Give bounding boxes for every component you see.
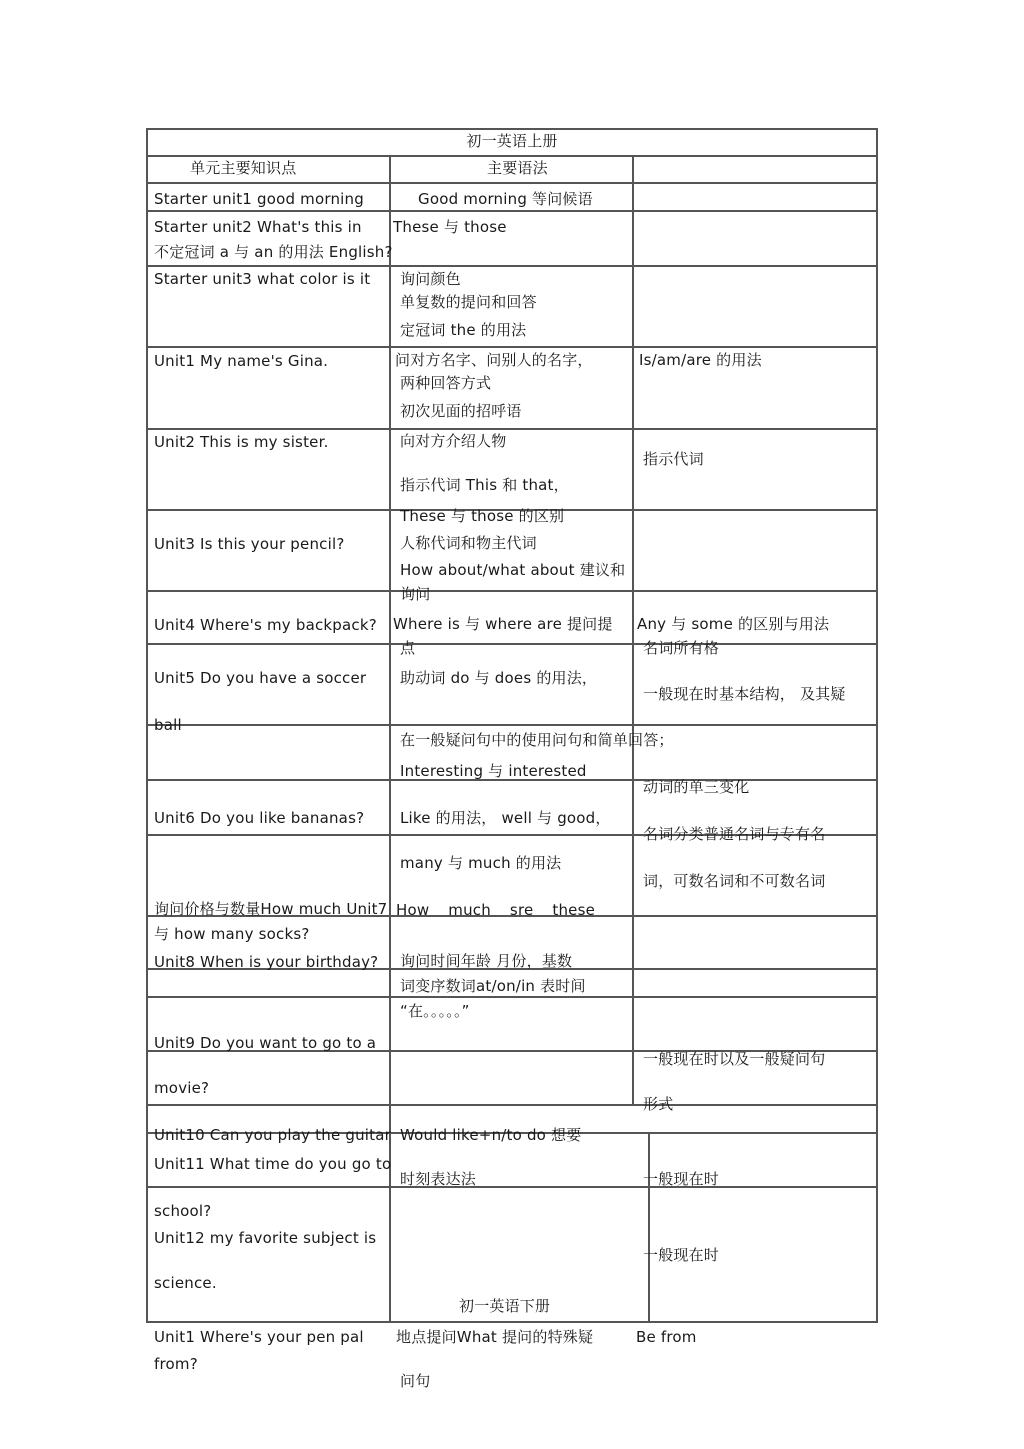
cell-text: school? [154,1202,212,1220]
cell-text: 与 how many socks? [154,925,310,943]
cell-text: many 与 much 的用法 [400,854,562,872]
cell-text: 词，可数名词和不可数名词 [643,872,826,890]
cell-text: Unit4 Where's my backpack? [154,616,377,634]
cell-text: Unit11 What time do you go to [154,1155,392,1173]
cell-text: 词变序数词at/on/in 表时间 [400,977,586,995]
cell-text: 初次见面的招呼语 [400,402,522,420]
cell-text: Unit5 Do you have a soccer [154,669,367,687]
cell-text: Interesting 与 interested [400,762,587,780]
cell-text: Like 的用法， well 与 good， [400,809,611,827]
cell-text: 形式 [643,1095,674,1113]
cell-text: 一般现在时基本结构， 及其疑 [643,685,846,703]
cell-text: from? [154,1355,198,1373]
rule [146,996,878,998]
cell-text: 一般现在时 [643,1170,720,1188]
cell-text: 定冠词 the 的用法 [400,321,527,339]
rule [389,155,391,1323]
rule [146,128,878,130]
cell-text: Unit3 Is this your pencil? [154,535,345,553]
rule [146,1104,878,1106]
cell-text: 指示代词 [643,450,704,468]
cell-text: These 与 those [393,218,507,236]
cell-text: These 与 those 的区别 [400,507,565,525]
cell-text: Starter unit1 good morning [154,190,364,208]
cell-text: 名词所有格 [643,639,720,657]
rule [648,1132,650,1323]
cell-text: 指示代词 This 和 that， [400,476,569,494]
cell-text: 问对方名字、问别人的名字， [395,351,593,369]
rule [146,155,878,157]
cell-text: Unit12 my favorite subject is [154,1229,377,1247]
cell-text: Would like+n/to do 想要 [400,1126,582,1144]
rule [146,182,878,184]
rule [632,155,634,1105]
cell-text: “在。。。。。” [400,1002,470,1020]
cell-text: Unit1 My name's Gina. [154,352,329,370]
cell-text: science. [154,1274,217,1292]
cell-text: Any 与 some 的区别与用法 [637,615,830,633]
cell-text: 地点提问What 提问的特殊疑 [396,1328,594,1346]
rule [146,1186,878,1188]
rule [146,210,878,212]
rule [146,643,878,645]
cell-text: 名词分类普通名词与专有名 [643,825,826,843]
cell-text: 不定冠词 a 与 an 的用法 English? [154,243,393,261]
cell-text: 人称代词和物主代词 [400,534,537,552]
cell-text: 询问 [400,585,431,603]
cell-text: Unit8 When is your birthday? [154,953,379,971]
cell-text: 询问时间年龄 月份，基数 [400,952,573,970]
cell-text: Unit2 This is my sister. [154,433,329,451]
rule [146,428,878,430]
lower-volume-title: 初一英语下册 [459,1297,551,1315]
cell-text: Good morning 等问候语 [418,190,593,208]
cell-text: Unit6 Do you like bananas? [154,809,365,827]
cell-text: Unit10 Can you play the guitar [154,1126,392,1144]
cell-text: movie? [154,1079,210,1097]
cell-text: 问句 [400,1372,431,1390]
cell-text: 询问价格与数量How much Unit7 [154,900,388,918]
cell-text: ball [154,716,182,734]
rule [146,265,878,267]
cell-text: Unit9 Do you want to go to a [154,1034,377,1052]
cell-text: 两种回答方式 [400,374,492,392]
rule [146,590,878,592]
cell-text: Starter unit3 what color is it [154,270,371,288]
cell-text: 时刻表达法 [400,1170,477,1188]
cell-text: Unit1 Where's your pen pal [154,1328,364,1346]
upper-volume-title: 初一英语上册 [466,132,558,150]
rule [146,1321,878,1323]
cell-text: 单复数的提问和回答 [400,293,537,311]
cell-text: 向对方介绍人物 [400,432,507,450]
header-main-grammar: 主要语法 [487,159,548,177]
cell-text: How much sre these [396,901,596,919]
rule [876,128,878,1323]
cell-text: 一般现在时以及一般疑问句 [643,1050,826,1068]
cell-text: How about/what about 建议和 [400,561,626,579]
cell-text: 点 [400,639,416,657]
cell-text: Starter unit2 What's this in [154,218,362,236]
cell-text: 在一般疑问句中的使用问句和简单回答； [400,731,674,749]
cell-text: 一般现在时 [643,1246,720,1264]
cell-text: 询问颜色 [400,270,461,288]
header-knowledge-points: 单元主要知识点 [190,159,297,177]
cell-text: Where is 与 where are 提问提 [393,615,613,633]
cell-text: Is/am/are 的用法 [639,351,762,369]
cell-text: Be from [636,1328,697,1346]
cell-text: 助动词 do 与 does 的用法， [400,669,598,687]
rule [146,128,148,1323]
rule [146,724,878,726]
rule [146,346,878,348]
cell-text: 动词的单三变化 [643,778,750,796]
